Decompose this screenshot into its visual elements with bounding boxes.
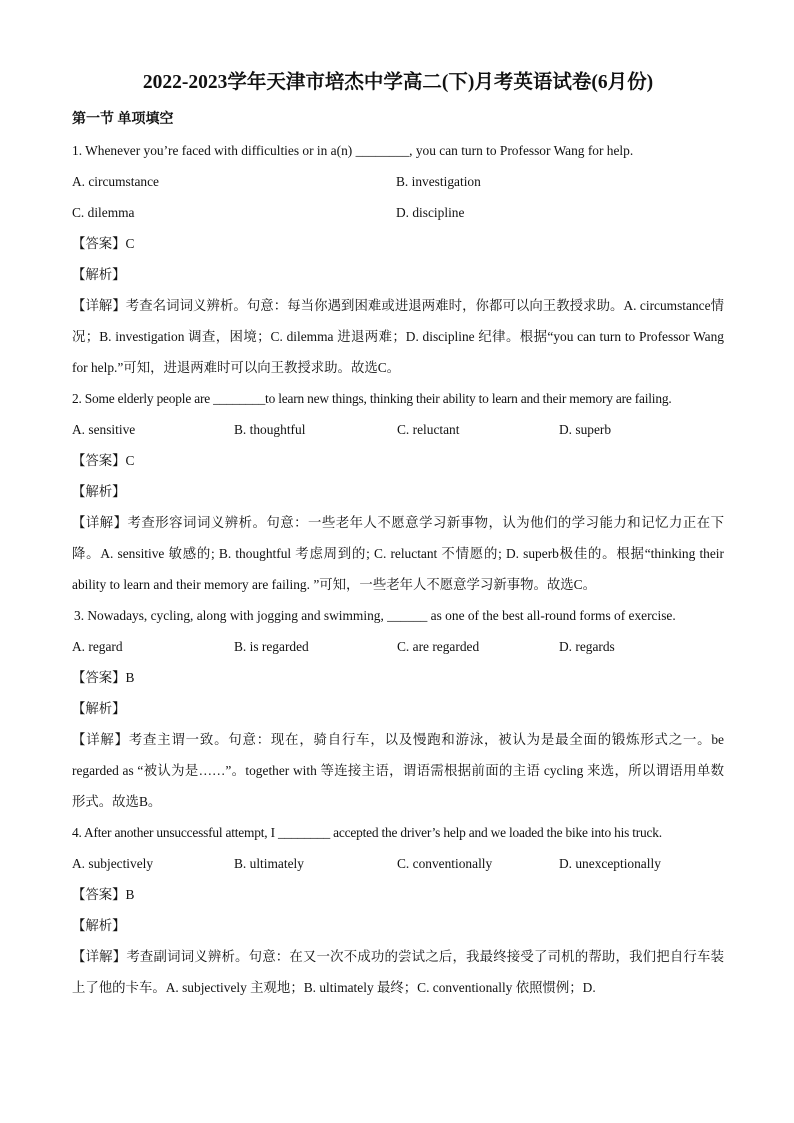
question-options bbox=[72, 848, 724, 879]
question-stem: 3. Nowadays, cycling, along with jogging and swimming, ______ as one of the best all-round forms of exercise. bbox=[74, 608, 676, 623]
question-stem: 2. Some elderly people are ________to learn new things, thinking their ability to learn and their memory are failing. bbox=[72, 391, 672, 406]
option-d: D. regards bbox=[559, 639, 615, 654]
option-a: A. sensitive bbox=[72, 422, 136, 437]
analysis-label: 【解析】 bbox=[72, 484, 126, 499]
option-c: C. are regarded bbox=[397, 639, 480, 654]
question-options bbox=[72, 414, 724, 445]
analysis-label: 【解析】 bbox=[72, 701, 126, 716]
document-page bbox=[72, 66, 724, 1003]
option-c: C. conventionally bbox=[397, 856, 493, 871]
analysis-label: 【解析】 bbox=[72, 918, 126, 933]
question-stem: 4. After another unsuccessful attempt, I ________ accepted the driver’s help and we loaded the bike into his truck. bbox=[72, 825, 662, 840]
detail-text: 【详解】考查形容词词义辨析。句意：一些老年人不愿意学习新事物，认为他们的学习能力和记忆力正在下降。A. sensitive 敏感的; B. thoughtful 考虑周到的; C. reluctant 不情愿的; D. superb极佳的。根据“thinking their ability to learn and their memory are failing. ”可知，一些老年人不愿意学习新事物。故选C。 bbox=[72, 515, 724, 592]
answer-label: 【答案】B bbox=[72, 887, 135, 902]
option-c: C. reluctant bbox=[397, 422, 460, 437]
question-4 bbox=[72, 817, 724, 1003]
option-a: A. regard bbox=[72, 639, 123, 654]
question-2 bbox=[72, 383, 724, 600]
analysis-label: 【解析】 bbox=[72, 267, 126, 282]
option-c: C. dilemma bbox=[72, 205, 135, 220]
answer-label: 【答案】C bbox=[72, 236, 135, 251]
option-a: A. subjectively bbox=[72, 856, 154, 871]
question-options bbox=[72, 166, 724, 228]
option-b: B. thoughtful bbox=[234, 422, 306, 437]
option-d: D. unexceptionally bbox=[559, 856, 661, 871]
option-a: A. circumstance bbox=[72, 174, 159, 189]
option-b: B. investigation bbox=[396, 174, 481, 189]
option-d: D. superb bbox=[559, 422, 612, 437]
question-stem: 1. Whenever you’re faced with difficulties or in a(n) ________, you can turn to Professor Wang for help. bbox=[72, 143, 634, 158]
answer-label: 【答案】B bbox=[72, 670, 135, 685]
page-title: 2022-2023学年天津市培杰中学高二(下)月考英语试卷(6月份) bbox=[142, 72, 654, 93]
detail-text: 【详解】考查主谓一致。句意：现在，骑自行车，以及慢跑和游泳，被认为是最全面的锻炼形式之一。be regarded as “被认为是……”。together with 等连接主语，谓语需根据前面的主语 cycling 来选，所以谓语用单数形式。故选B。 bbox=[72, 732, 724, 809]
option-b: B. ultimately bbox=[234, 856, 304, 871]
option-b: B. is regarded bbox=[234, 639, 309, 654]
detail-text: 【详解】考查副词词义辨析。句意：在又一次不成功的尝试之后，我最终接受了司机的帮助，我们把自行车装上了他的卡车。A. subjectively 主观地；B. ultimately 最终；C. conventionally 依照惯例；D. bbox=[72, 949, 724, 995]
question-3 bbox=[72, 600, 724, 817]
question-options bbox=[72, 631, 724, 662]
section-heading: 第一节 单项填空 bbox=[72, 112, 174, 127]
detail-text: 【详解】考查名词词义辨析。句意：每当你遇到困难或进退两难时，你都可以向王教授求助。A. circumstance情况；B. investigation 调查，困境；C. dilemma 进退两难；D. discipline 纪律。根据“you can turn to Professor Wang for help.”可知，进退两难时可以向王教授求助。故选C。 bbox=[72, 298, 724, 375]
option-d: D. discipline bbox=[396, 205, 465, 220]
question-1 bbox=[72, 135, 724, 383]
answer-label: 【答案】C bbox=[72, 453, 135, 468]
